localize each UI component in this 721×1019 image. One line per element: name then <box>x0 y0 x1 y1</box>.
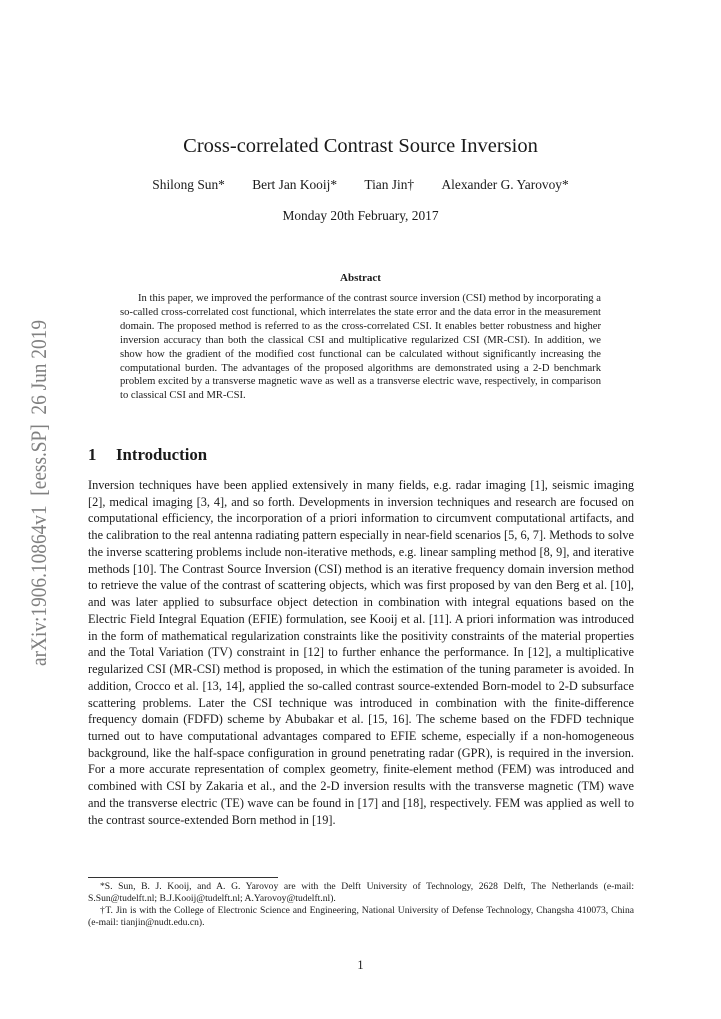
abstract-body <box>120 292 601 403</box>
section-number: 1 <box>88 445 97 464</box>
section-heading <box>88 444 207 466</box>
author-list <box>0 176 721 194</box>
section-title: Introduction <box>116 445 208 464</box>
author-name: Tian Jin† <box>364 177 415 192</box>
author-name: Bert Jan Kooij* <box>252 177 338 192</box>
author-name: Shilong Sun* <box>152 177 225 192</box>
paper-date: Monday 20th February, 2017 <box>282 208 439 223</box>
author-name: Alexander G. Yarovoy* <box>441 177 569 192</box>
footnote: †T. Jin is with the College of Electronic Science and Engineering, National University of Defense Technology, Changsha 410073, China (e-mail: tianjin@nudt.edu.cn). <box>88 904 634 928</box>
introduction-body <box>88 477 634 828</box>
paper-title: Cross-correlated Contrast Source Inversion <box>183 135 538 157</box>
abstract-heading: Abstract <box>340 272 381 284</box>
footnote-rule <box>88 877 278 878</box>
arxiv-stamp <box>15 318 55 668</box>
page-number: 1 <box>357 958 364 972</box>
footnote: *S. Sun, B. J. Kooij, and A. G. Yarovoy are with the Delft University of Technology, 2628 Delft, The Netherlands (e-mail: S.Sun@tudelft.nl; B.J.Kooij@tudelft.nl; A.Yarovoy@tudelft.nl). <box>88 881 634 904</box>
arxiv-stamp-text: arXiv:1906.10864v1 [eess.SP] 26 Jun 2019 <box>26 318 51 666</box>
abstract-paragraph: In this paper, we improved the performance of the contrast source inversion (CSI) method by incorporating a so-called cross-correlated cost functional, which interrelates the state error and the data error in the measurement domain. The proposed method is referred to as the cross-correlated CSI. It enables better robustness and higher inversion accuracy than both the classical CSI and multiplicative regularized CSI (MR-CSI). In addition, we show how the gradient of the modified cost functional can be calculated without significantly increasing the computational burden. The advantages of the proposed algorithms are demonstrated using a 2-D benchmark problem excited by a transverse magnetic wave as well as a transverse electric wave, respectively, in comparison to classical CSI and MR-CSI. <box>120 293 601 402</box>
introduction-paragraph: Inversion techniques have been applied extensively in many fields, e.g. radar imaging [1], seismic imaging [2], medical imaging [3, 4], and so forth. Developments in inversion techniques and research are focused on computational efficiency, the incorporation of a priori information to circumvent computational artifacts, and the calibration to the real antenna radiating pattern especially in near-field scenarios [5, 6, 7]. Methods to solve the inverse scattering problems include non-iterative methods, e.g. linear sampling method [8, 9], and iterative methods [10]. The Contrast Source Inversion (CSI) method is an iterative frequency domain inversion method to retrieve the value of the contrast of scattering objects, which was first proposed by van den Berg et al. [10], and was later applied to subsurface object detection in combination with integral equations based on the Electric Field Integral Equation (EFIE) formulation, see Kooij et al. [11]. A priori information was introduced in the form of mathematical regularization constraints like the positivity constraints of the material properties and the Total Variation (TV) constraint in [12] to further enhance the performance. In [12], a multiplicative regularized CSI (MR-CSI) method is proposed, in which the estimation of the tuning parameter is avoided. In addition, Crocco et al. [13, 14], applied the so-called contrast source-extended Born-model to 2-D subsurface scattering problems. Later the CSI technique was introduced in combination with the finite-difference frequency domain (FDFD) scheme by Abubakar et al. [15, 16]. The scheme based on the FDFD technique turned out to have computational advantages compared to EFIE scheme, especially if a non-homogeneous background, like the half-space configuration in ground penetrating radar (GPR), is required in the inversion. For a more accurate representation of complex geometry, finite-element method (FEM) was introduced and combined with CSI by Zakaria et al., and the 2-D inversion results with the transverse magnetic (TM) wave and the transverse electric (TE) wave can be found in [17] and [18], respectively. FEM was applied as well to the contrast source-extended Born method in [19]. <box>88 478 634 827</box>
footnotes <box>88 881 634 929</box>
